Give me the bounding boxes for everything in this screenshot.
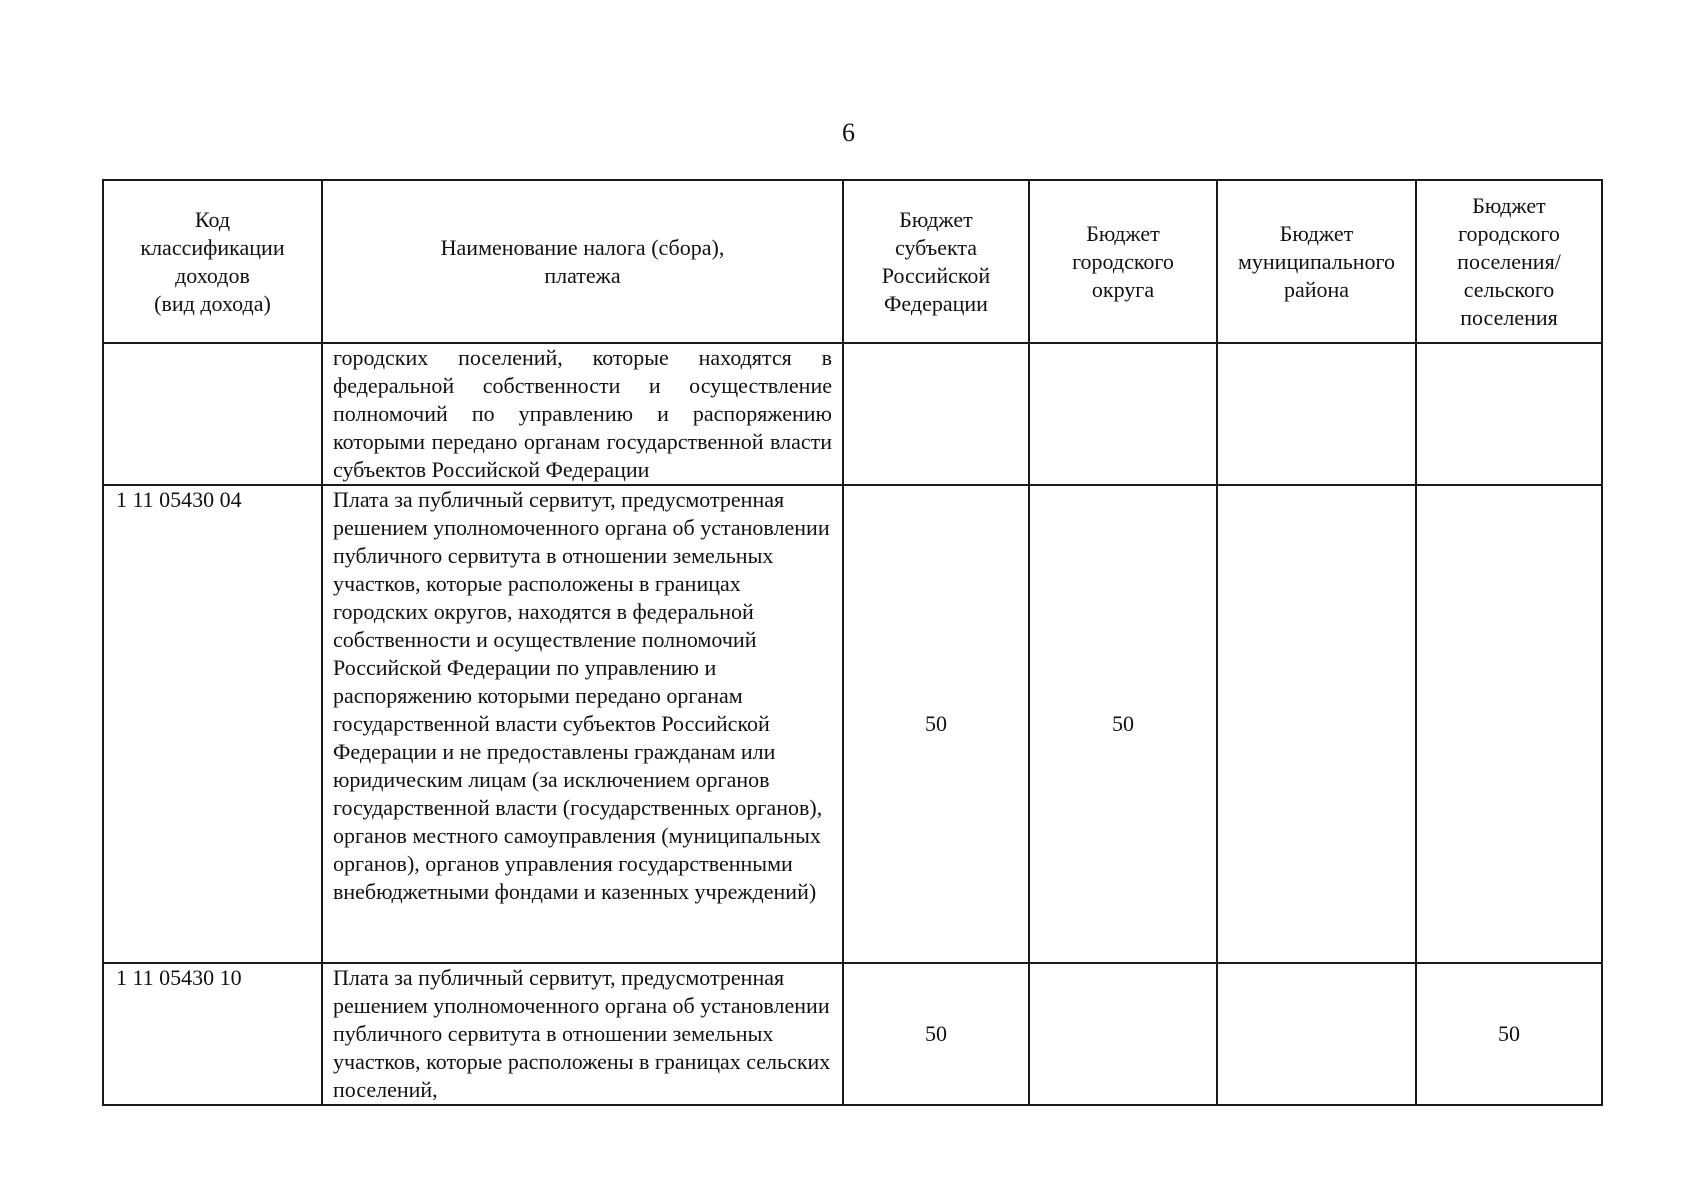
subject-budget-cell: 50 <box>843 963 1029 1105</box>
municipal-district-budget-cell <box>1217 343 1416 485</box>
name-cell: городских поселений, которые находятся в федеральной собственности и осуществление полномочий по управлению и распоряжению которыми передано органам государственной власти субъектов Российской Федерации <box>322 343 843 485</box>
subject-budget-cell <box>843 343 1029 485</box>
table-row <box>103 343 1602 485</box>
header-city-district-budget: Бюджет городского округа <box>1029 180 1217 343</box>
city-district-budget-cell <box>1029 963 1217 1105</box>
code-cell: 1 11 05430 10 <box>103 963 322 1105</box>
table-row <box>103 485 1602 963</box>
city-district-budget-cell: 50 <box>1029 485 1217 963</box>
municipal-district-budget-cell <box>1217 963 1416 1105</box>
settlement-budget-cell: 50 <box>1416 963 1602 1105</box>
code-cell: 1 11 05430 04 <box>103 485 322 963</box>
table-header-row <box>103 180 1602 343</box>
settlement-budget-cell <box>1416 485 1602 963</box>
header-settlement-budget: Бюджет городского поселения/ сельского поселения <box>1416 180 1602 343</box>
page-number: 6 <box>842 118 855 147</box>
municipal-district-budget-cell <box>1217 485 1416 963</box>
code-cell <box>103 343 322 485</box>
header-name: Наименование налога (сбора), платежа <box>322 180 843 343</box>
table-row <box>103 963 1602 1105</box>
name-cell: Плата за публичный сервитут, предусмотренная решением уполномоченного органа об установлении публичного сервитута в отношении земельных участков, которые расположены в границах сельских поселений, <box>322 963 843 1105</box>
settlement-budget-cell <box>1416 343 1602 485</box>
header-subject-budget: Бюджет субъекта Российской Федерации <box>843 180 1029 343</box>
header-code: Код классификации доходов (вид дохода) <box>103 180 322 343</box>
city-district-budget-cell <box>1029 343 1217 485</box>
header-municipal-district-budget: Бюджет муниципального района <box>1217 180 1416 343</box>
subject-budget-cell: 50 <box>843 485 1029 963</box>
revenue-distribution-table <box>102 179 1603 1106</box>
name-cell: Плата за публичный сервитут, предусмотренная решением уполномоченного органа об установлении публичного сервитута в отношении земельных участков, которые расположены в границах городских округов, находятся в федеральной собственности и осуществление полномочий Российской Федерации по управлению и распоряжению которыми передано органам государственной власти субъектов Российской Федерации и не предоставлены гражданам или юридическим лицам (за исключением органов государственной власти (государственных органов), органов местного самоуправления (муниципальных органов), органов управления государственными внебюджетными фондами и казенных учреждений) <box>322 485 843 963</box>
